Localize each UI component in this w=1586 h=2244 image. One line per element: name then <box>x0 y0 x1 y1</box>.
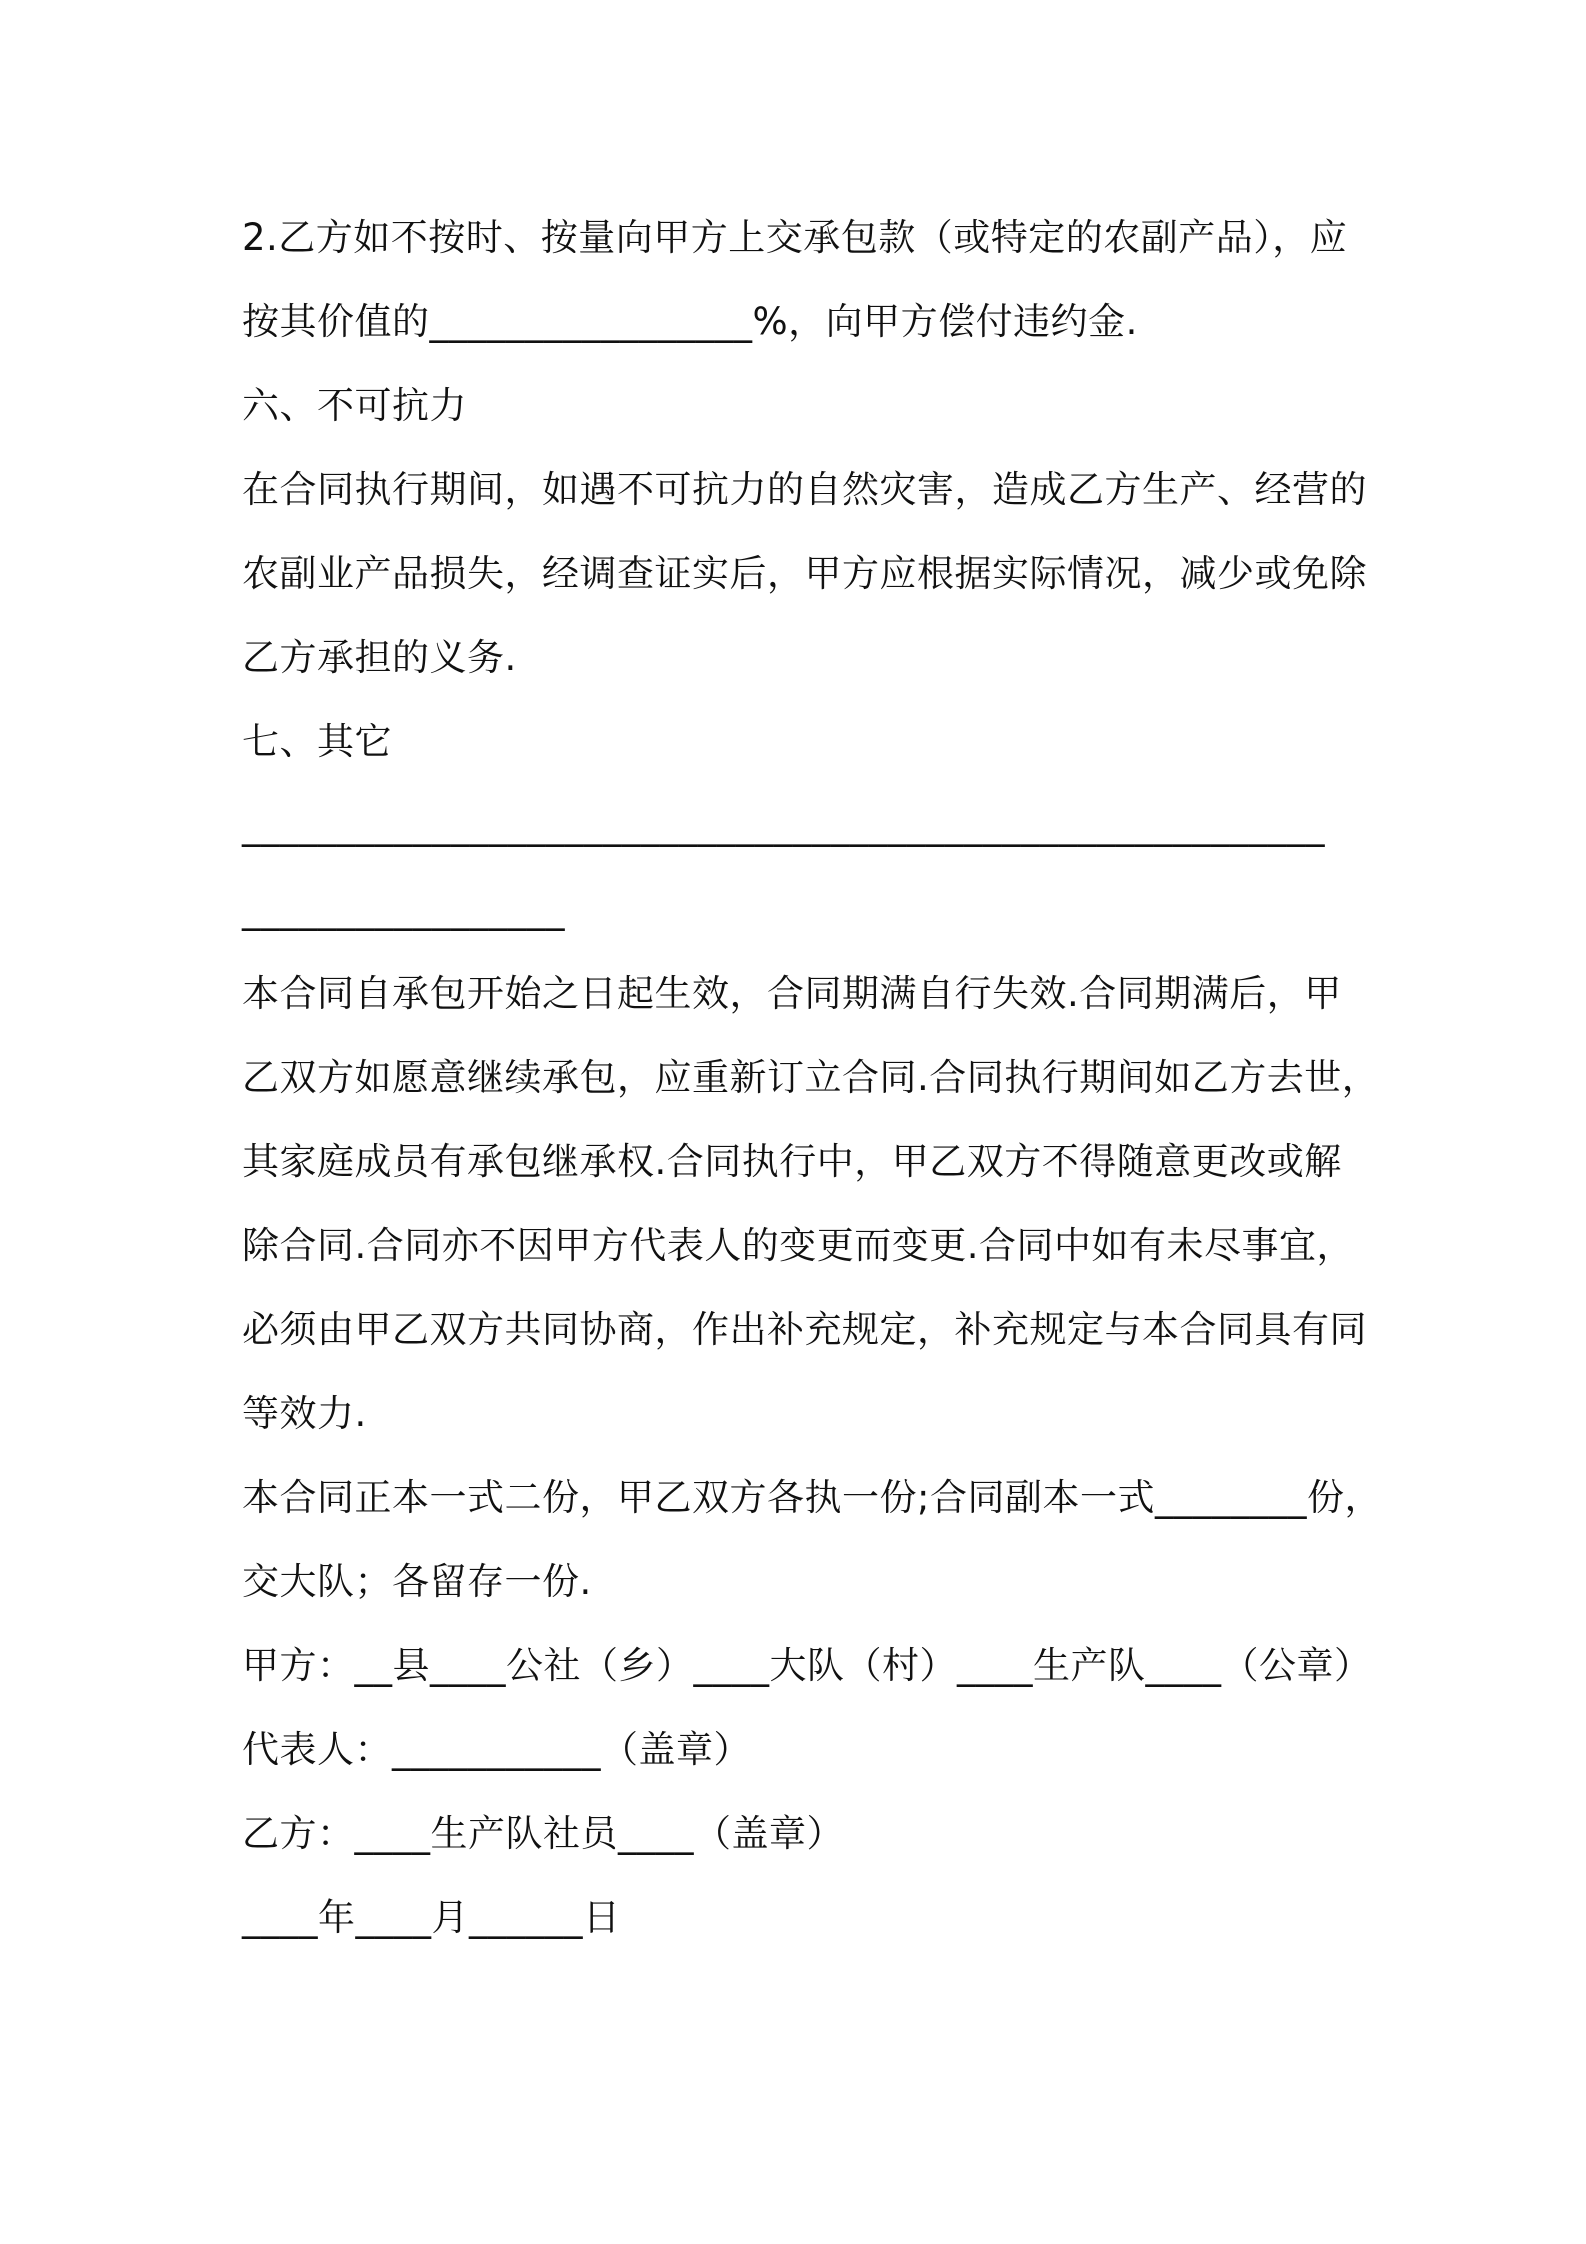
clause-2-line-1: 2.乙方如不按时、按量向甲方上交承包款（或特定的农副产品），应 <box>242 216 1348 259</box>
force-majeure-line-3: 乙方承担的义务. <box>242 636 517 679</box>
validity-line-4: 除合同.合同亦不因甲方代表人的变更而变更.合同中如有未尽事宜， <box>242 1224 1355 1267</box>
force-majeure-line-2: 农副业产品损失，经调查证实后，甲方应根据实际情况，减少或免除 <box>242 552 1367 595</box>
copies-line-2: 交大队；各留存一份. <box>242 1560 592 1603</box>
party-b-signature-line: 乙方：____生产队社员____（盖章） <box>242 1812 844 1855</box>
validity-line-6: 等效力. <box>242 1392 367 1435</box>
copies-line-1: 本合同正本一式二份，甲乙双方各执一份;合同副本一式________份， <box>242 1476 1382 1519</box>
force-majeure-line-1: 在合同执行期间，如遇不可抗力的自然灾害，造成乙方生产、经营的 <box>242 468 1367 511</box>
validity-line-2: 乙双方如愿意继续承包，应重新订立合同.合同执行期间如乙方去世， <box>242 1056 1380 1099</box>
validity-line-1: 本合同自承包开始之日起生效，合同期满自行失效.合同期满后，甲 <box>242 972 1342 1015</box>
blank-line-2: _________________ <box>242 888 565 931</box>
clause-2-line-2: 按其价值的_________________%，向甲方偿付违约金. <box>242 300 1138 343</box>
section-heading-other: 七、其它 <box>242 720 392 763</box>
blank-line-1: _________________________________________________________ <box>242 804 1325 847</box>
party-a-signature-line: 甲方：__县____公社（乡）____大队（村）____生产队____（公章） <box>242 1644 1372 1687</box>
section-heading-force-majeure: 六、不可抗力 <box>242 384 467 427</box>
validity-line-5: 必须由甲乙双方共同协商，作出补充规定，补充规定与本合同具有同 <box>242 1308 1367 1351</box>
validity-line-3: 其家庭成员有承包继承权.合同执行中，甲乙双方不得随意更改或解 <box>242 1140 1342 1183</box>
representative-signature-line: 代表人：___________（盖章） <box>242 1728 751 1771</box>
date-line: ____年____月______日 <box>242 1896 621 1939</box>
contract-text <box>242 196 1392 1960</box>
